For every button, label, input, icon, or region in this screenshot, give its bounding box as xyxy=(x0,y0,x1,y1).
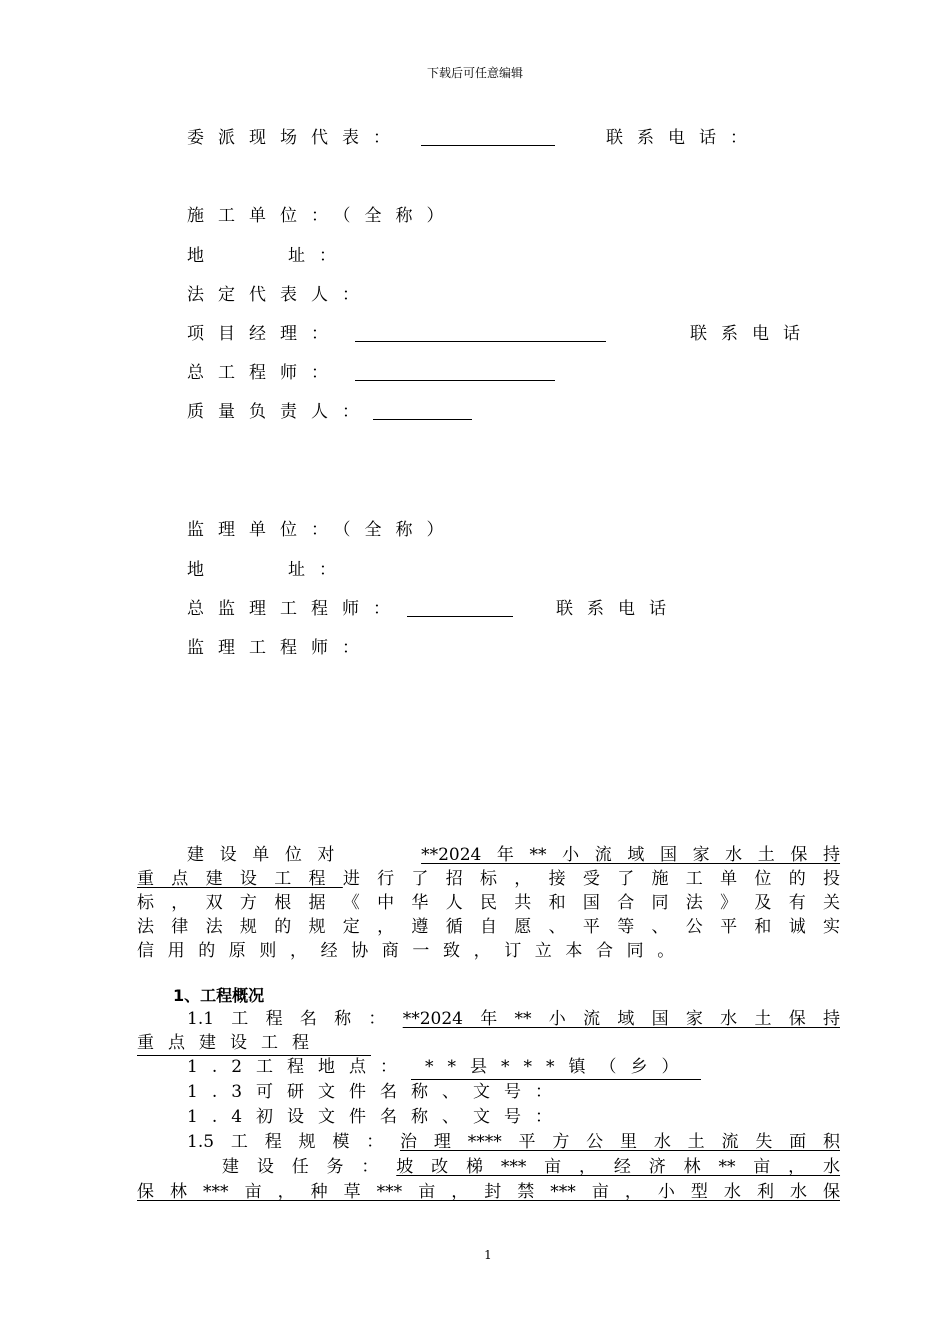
item-1-1-value-2: 重点建设工程 xyxy=(137,1031,371,1056)
item-1-5 xyxy=(137,1130,840,1154)
contractor-pm-phone: 联系电话 xyxy=(690,324,814,344)
contractor-quality: 质量负责人： xyxy=(187,402,373,422)
item-1-1 xyxy=(137,1007,840,1031)
contractor-addr-a: 地 xyxy=(187,246,218,266)
item-1-3: 1.3可研文件名称、文号： xyxy=(187,1082,567,1102)
quality-blank[interactable] xyxy=(373,401,472,420)
task-line-2: 保林***亩，种草***亩，封禁***亩，小型水利水保 xyxy=(137,1182,840,1202)
page-header: 下载后可任意编辑 xyxy=(426,66,523,80)
intro-project-2: 重点建设工程 xyxy=(137,869,343,889)
item-1-5-label: 1.5工程规模： xyxy=(187,1132,401,1152)
intro-line-5: 信用的原则，经协商一致，订立本合同。 xyxy=(137,941,688,961)
item-1-2 xyxy=(187,1055,701,1080)
rep-blank[interactable] xyxy=(421,127,555,146)
item-1-1-value: **2024年**小流域国家水土保持 xyxy=(402,1009,840,1029)
task-line-1 xyxy=(137,1155,840,1179)
intro-line-2 xyxy=(137,867,840,891)
contractor-pm: 项目经理： xyxy=(187,324,342,344)
item-1-1-label: 1.1工程名称： xyxy=(187,1009,403,1029)
intro-line-4: 法律法规的规定，遵循自愿、平等、公平和诚实 xyxy=(137,917,840,937)
supervisor-engineer: 监理工程师： xyxy=(187,638,373,658)
intro-line-3: 标，双方根据《中华人民共和国合同法》及有关 xyxy=(137,893,840,913)
intro-line-1 xyxy=(137,843,840,867)
supervisor-addr-b: 址： xyxy=(288,560,350,580)
supervisor-addr-a: 地 xyxy=(187,560,218,580)
section-title: 1、工程概况 xyxy=(173,986,265,1005)
item-1-2-label: 1.2工程地点： xyxy=(187,1057,412,1077)
contractor-chief: 总工程师： xyxy=(187,363,342,383)
intro-prefix: 建设单位对 xyxy=(187,845,351,865)
item-1-5-value: 治理****平方公里水土流失面积 xyxy=(400,1132,840,1152)
task-label: 建设任务： xyxy=(222,1157,397,1177)
supervisor-chief-phone: 联系电话 xyxy=(556,599,680,619)
contractor-addr-b: 址： xyxy=(288,246,350,266)
contractor-legal: 法定代表人： xyxy=(187,285,373,305)
item-1-1-line-2 xyxy=(137,1031,371,1056)
item-1-2-value: **县***镇（乡） xyxy=(411,1055,701,1080)
pm-blank[interactable] xyxy=(355,323,606,342)
contractor-unit: 施工单位：（全称） xyxy=(187,206,458,226)
chief-blank[interactable] xyxy=(355,362,555,381)
rep-label: 委派现场代表： xyxy=(187,128,404,148)
intro-rest-1: 进行了招标，接受了施工单位的投 xyxy=(342,869,841,889)
sup-chief-blank[interactable] xyxy=(407,598,513,617)
supervisor-unit: 监理单位：（全称） xyxy=(187,520,458,540)
rep-phone-label: 联系电话： xyxy=(606,128,761,148)
page-number: 1 xyxy=(484,1248,492,1262)
item-1-4: 1.4初设文件名称、文号： xyxy=(187,1107,567,1127)
supervisor-chief: 总监理工程师： xyxy=(187,599,404,619)
task-value: 坡改梯***亩，经济林**亩，水 xyxy=(396,1157,841,1177)
intro-project: **2024年**小流域国家水土保持 xyxy=(421,845,841,865)
